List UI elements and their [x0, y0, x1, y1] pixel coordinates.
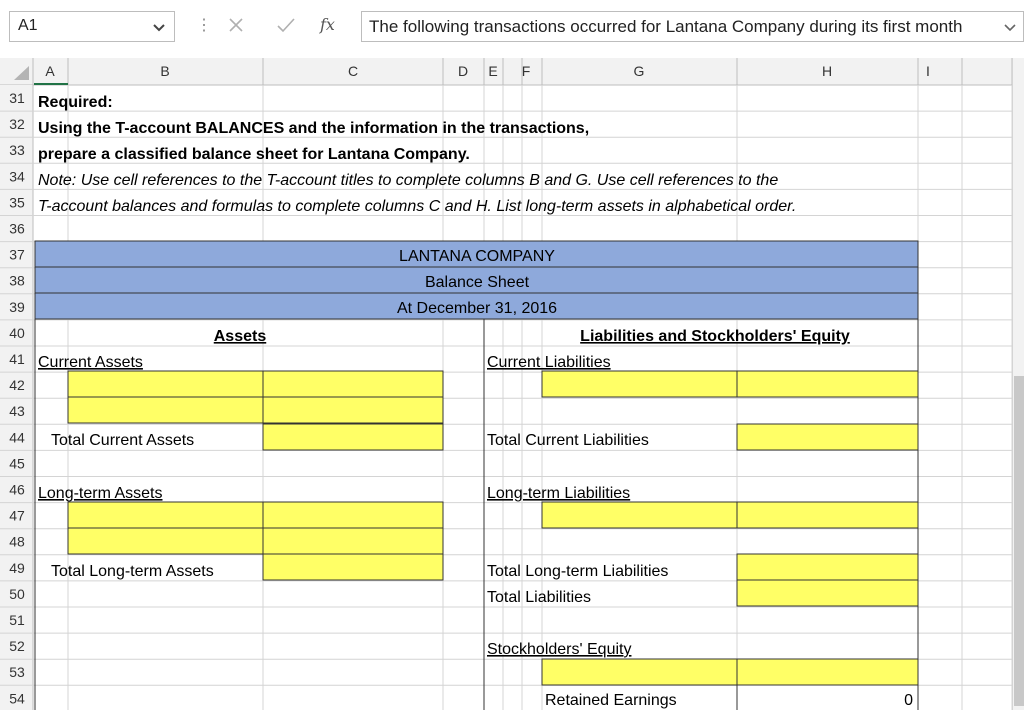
more-options-icon[interactable]: ⋮ — [196, 17, 212, 34]
column-header-h[interactable]: H — [821, 63, 833, 79]
retained-earnings-value: 0 — [904, 692, 913, 709]
long-term-asset-amount-cell[interactable] — [263, 502, 443, 528]
checkmark-icon[interactable] — [275, 14, 297, 36]
total-current-liabilities-cell[interactable] — [737, 424, 918, 450]
long-term-asset-name-cell[interactable] — [68, 502, 263, 528]
expand-formula-icon[interactable] — [1003, 21, 1017, 35]
row-header-52[interactable]: 52 — [9, 638, 25, 655]
retained-earnings-label: Retained Earnings — [545, 692, 677, 709]
column-header-g[interactable]: G — [633, 63, 645, 79]
required-heading: Required: — [38, 94, 113, 111]
note-line-1: Note: Use cell references to the T-account titles to complete columns B and G. Use cell references to the — [38, 172, 779, 189]
row-header-34[interactable]: 34 — [9, 168, 25, 185]
note-line-2: T-account balances and formulas to complete columns C and H. List long-term assets in alphabetical order. — [38, 198, 797, 215]
liabilities-equity-header: Liabilities and Stockholders' Equity — [580, 328, 850, 345]
column-header-b[interactable]: B — [160, 63, 170, 79]
row-header-46[interactable]: 46 — [9, 481, 25, 498]
current-asset-amount-cell[interactable] — [263, 371, 443, 397]
current-liability-name-cell[interactable] — [542, 371, 737, 397]
long-term-liability-name-cell[interactable] — [542, 502, 737, 528]
long-term-liabilities-label: Long-term Liabilities — [487, 485, 631, 502]
total-long-term-liabilities-cell[interactable] — [737, 554, 918, 580]
long-term-liability-amount-cell[interactable] — [737, 502, 918, 528]
row-header-47[interactable]: 47 — [9, 507, 25, 524]
formula-input[interactable] — [361, 11, 1024, 42]
column-header-c[interactable]: C — [347, 63, 359, 79]
total-liabilities-label: Total Liabilities — [487, 589, 592, 606]
insert-function-icon[interactable]: fx — [320, 15, 335, 34]
column-header-a[interactable]: A — [45, 63, 55, 79]
row-header-44[interactable]: 44 — [9, 429, 25, 446]
row-header-31[interactable]: 31 — [9, 90, 25, 106]
chevron-down-icon[interactable] — [152, 21, 166, 35]
instruction-line-2: prepare a classified balance sheet for Lantana Company. — [38, 146, 470, 163]
row-header-50[interactable]: 50 — [9, 585, 25, 602]
row-header-40[interactable]: 40 — [9, 324, 25, 341]
current-assets-label: Current Assets — [38, 354, 143, 371]
current-liabilities-label: Current Liabilities — [487, 354, 611, 371]
total-current-assets-label: Total Current Assets — [51, 432, 195, 449]
current-asset-name-cell[interactable] — [68, 371, 263, 397]
spreadsheet-grid — [0, 52, 1024, 710]
row-header-36[interactable]: 36 — [9, 220, 25, 237]
column-header-d[interactable]: D — [457, 63, 469, 79]
total-long-term-liabilities-label: Total Long-term Liabilities — [487, 563, 669, 580]
row-header-48[interactable]: 48 — [9, 533, 25, 550]
statement-date: At December 31, 2016 — [396, 300, 558, 317]
long-term-assets-label: Long-term Assets — [38, 485, 163, 502]
current-asset-name-cell[interactable] — [68, 397, 263, 423]
formula-bar — [0, 0, 1024, 52]
long-term-asset-amount-cell[interactable] — [263, 528, 443, 554]
row-header-39[interactable]: 39 — [9, 298, 25, 315]
name-box-value: A1 — [18, 17, 38, 34]
row-header-43[interactable]: 43 — [9, 403, 25, 420]
current-liability-amount-cell[interactable] — [737, 371, 918, 397]
row-header-33[interactable]: 33 — [9, 142, 25, 159]
total-long-term-assets-cell[interactable] — [263, 554, 443, 580]
row-header-38[interactable]: 38 — [9, 272, 25, 289]
cancel-icon[interactable] — [225, 14, 247, 36]
row-header-35[interactable]: 35 — [9, 194, 25, 211]
company-name: LANTANA COMPANY — [399, 248, 555, 265]
row-header-54[interactable]: 54 — [9, 690, 25, 707]
current-asset-amount-cell[interactable] — [263, 397, 443, 423]
column-header-band — [0, 58, 1012, 85]
name-box[interactable] — [9, 11, 175, 42]
column-header-f[interactable]: F — [521, 63, 531, 79]
retained-earnings-amount-cell[interactable] — [737, 685, 918, 710]
row-header-51[interactable]: 51 — [9, 612, 25, 628]
column-header-i[interactable]: I — [926, 63, 930, 79]
row-header-45[interactable]: 45 — [9, 455, 25, 472]
scrollbar-thumb[interactable] — [1014, 376, 1024, 706]
formula-text: The following transactions occurred for Lantana Company during its first month — [369, 17, 963, 36]
equity-item-amount-cell[interactable] — [737, 659, 918, 685]
stockholders-equity-label: Stockholders' Equity — [487, 641, 632, 658]
instruction-line-1: Using the T-account BALANCES and the information in the transactions, — [38, 120, 590, 137]
total-liabilities-cell[interactable] — [737, 580, 918, 606]
column-header-e[interactable]: E — [488, 63, 498, 79]
row-header-42[interactable]: 42 — [9, 377, 25, 394]
long-term-asset-name-cell[interactable] — [68, 528, 263, 554]
total-long-term-assets-label: Total Long-term Assets — [51, 563, 214, 580]
assets-header: Assets — [213, 328, 267, 345]
equity-item-name-cell[interactable] — [542, 659, 737, 685]
row-header-37[interactable]: 37 — [9, 246, 25, 263]
row-header-49[interactable]: 49 — [9, 559, 25, 576]
statement-name: Balance Sheet — [424, 274, 530, 291]
total-current-liabilities-label: Total Current Liabilities — [487, 432, 649, 449]
row-header-53[interactable]: 53 — [9, 664, 25, 681]
vertical-scrollbar[interactable] — [1012, 58, 1024, 710]
row-header-41[interactable]: 41 — [9, 351, 25, 367]
total-current-assets-cell[interactable] — [263, 424, 443, 450]
row-header-32[interactable]: 32 — [9, 116, 25, 133]
